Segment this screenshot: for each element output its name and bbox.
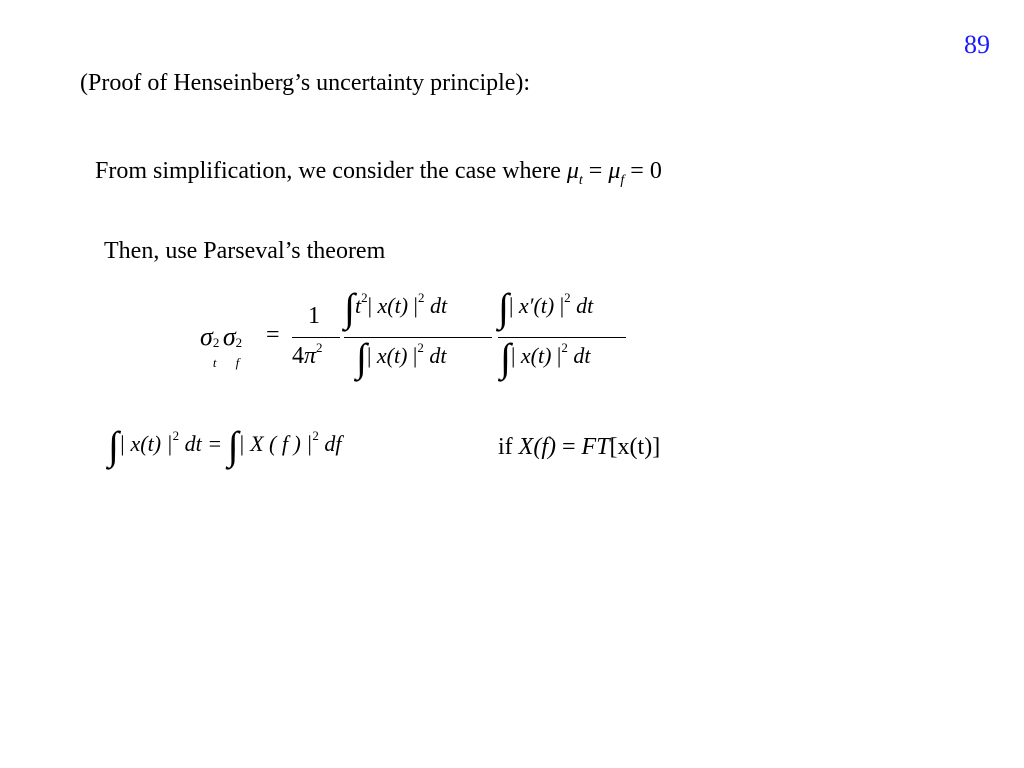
sigma-f-sup: 2 <box>235 335 243 350</box>
mu-symbol-2: μ <box>608 158 621 184</box>
sigma-t-sup: 2 <box>212 335 220 350</box>
integral-rhs: ∫ <box>227 423 239 468</box>
parseval-df: df <box>324 431 342 456</box>
parseval-dt-eq: dt = <box>184 431 223 456</box>
page-number: 89 <box>964 30 990 59</box>
parseval-rhs: | X ( f ) | <box>238 431 313 456</box>
parseval-formula: ∫| x(t) $|^2$ dt = ∫| X ( f ) $|^2$ df <box>108 423 342 468</box>
integral-lhs: ∫ <box>108 423 119 468</box>
fraction2-denominator: ∫| x(t) $|^2$ dt <box>500 335 591 380</box>
fraction1-numerator: $\int t^2|$ x(t) $|^2$ dt <box>344 285 448 330</box>
equals-sign-1: = <box>266 322 280 348</box>
sigma-t: σ <box>200 322 213 351</box>
X-of-f: X(f) <box>518 434 556 460</box>
mu-symbol: μ <box>566 158 579 184</box>
coef-fraction-bar <box>292 337 340 338</box>
sigma-f-sub: f <box>235 355 240 370</box>
fourier-condition: if X(f) = FT[x(t)] <box>498 434 661 460</box>
sigma-product <box>200 322 246 370</box>
subscript-t: t <box>578 173 583 188</box>
parseval-lhs: | x(t) | <box>118 431 173 456</box>
FT-argument: [x(t)] <box>609 434 661 460</box>
fraction2-numerator: ∫| x′(t) $|^2$ dt <box>498 285 594 330</box>
sigma-f: σ <box>222 322 236 351</box>
slide-heading: (Proof of Henseinberg’s uncertainty principle): <box>80 70 531 96</box>
sigma-t-sub: t <box>212 355 217 370</box>
subscript-f: f <box>620 173 625 188</box>
coef-denominator: $4\pi^2$ <box>292 340 323 369</box>
parseval-statement: Then, use Parseval’s theorem <box>104 238 386 264</box>
simplification-text: From simplification, we consider the case where <box>95 158 567 184</box>
FT-label: FT <box>581 434 610 460</box>
equals-sign: = <box>582 158 609 184</box>
equals-zero: = 0 <box>624 158 662 184</box>
coef-numerator: 1 <box>308 303 320 329</box>
fraction1-denominator: ∫| x(t) $|^2$ dt <box>356 335 447 380</box>
